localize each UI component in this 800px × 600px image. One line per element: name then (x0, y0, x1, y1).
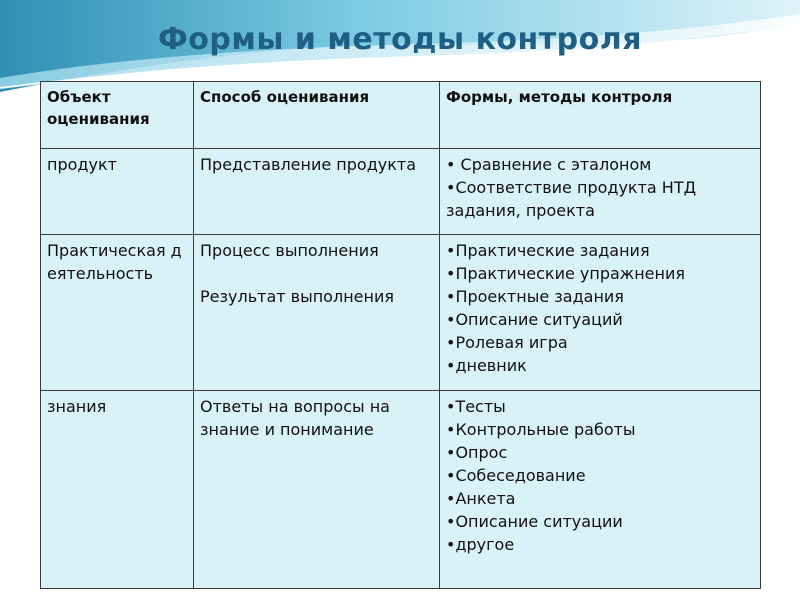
cell-forms (440, 235, 761, 391)
forms-methods-table (40, 81, 761, 589)
spacer (200, 262, 433, 285)
forms-table-wrapper (40, 81, 760, 588)
list-item: •дневник (446, 356, 527, 375)
list-item: • Сравнение с эталоном (446, 155, 652, 174)
list-item: •Соответствие продукта НТД задания, проекта (446, 178, 697, 220)
table-row (41, 149, 761, 235)
header-method: Способ оценивания (194, 82, 440, 149)
cell-method (194, 391, 440, 589)
cell-object: продукт (41, 149, 194, 235)
list-item: •Собеседование (446, 466, 586, 485)
table-header-row (41, 82, 761, 149)
page-title: Формы и методы контроля (158, 22, 642, 57)
list-item: •Проектные задания (446, 287, 624, 306)
table-row (41, 235, 761, 391)
table-row (41, 391, 761, 589)
list-item: •другое (446, 535, 515, 554)
list-item: •Практические задания (446, 241, 650, 260)
list-item: •Описание ситуации (446, 512, 623, 531)
forms-list (446, 239, 754, 377)
forms-list (446, 153, 754, 222)
list-item: •Ролевая игра (446, 333, 568, 352)
list-item: •Опрос (446, 443, 508, 462)
cell-object: знания (41, 391, 194, 589)
cell-method (194, 149, 440, 235)
method-item: Результат выполнения (200, 287, 394, 306)
cell-object: Практическая деятельность (41, 235, 194, 391)
header-object: Объект оценивания (41, 82, 194, 149)
forms-list (446, 395, 754, 556)
method-item: Ответы на вопросы на знание и понимание (200, 397, 390, 439)
cell-forms (440, 149, 761, 235)
list-item: •Тесты (446, 397, 506, 416)
method-item: Представление продукта (200, 155, 417, 174)
cell-method (194, 235, 440, 391)
list-item: •Анкета (446, 489, 516, 508)
list-item: •Контрольные работы (446, 420, 636, 439)
list-item: •Описание ситуаций (446, 310, 623, 329)
list-item: •Практические упражнения (446, 264, 685, 283)
method-item: Процесс выполнения (200, 241, 379, 260)
header-forms: Формы, методы контроля (440, 82, 761, 149)
cell-forms (440, 391, 761, 589)
